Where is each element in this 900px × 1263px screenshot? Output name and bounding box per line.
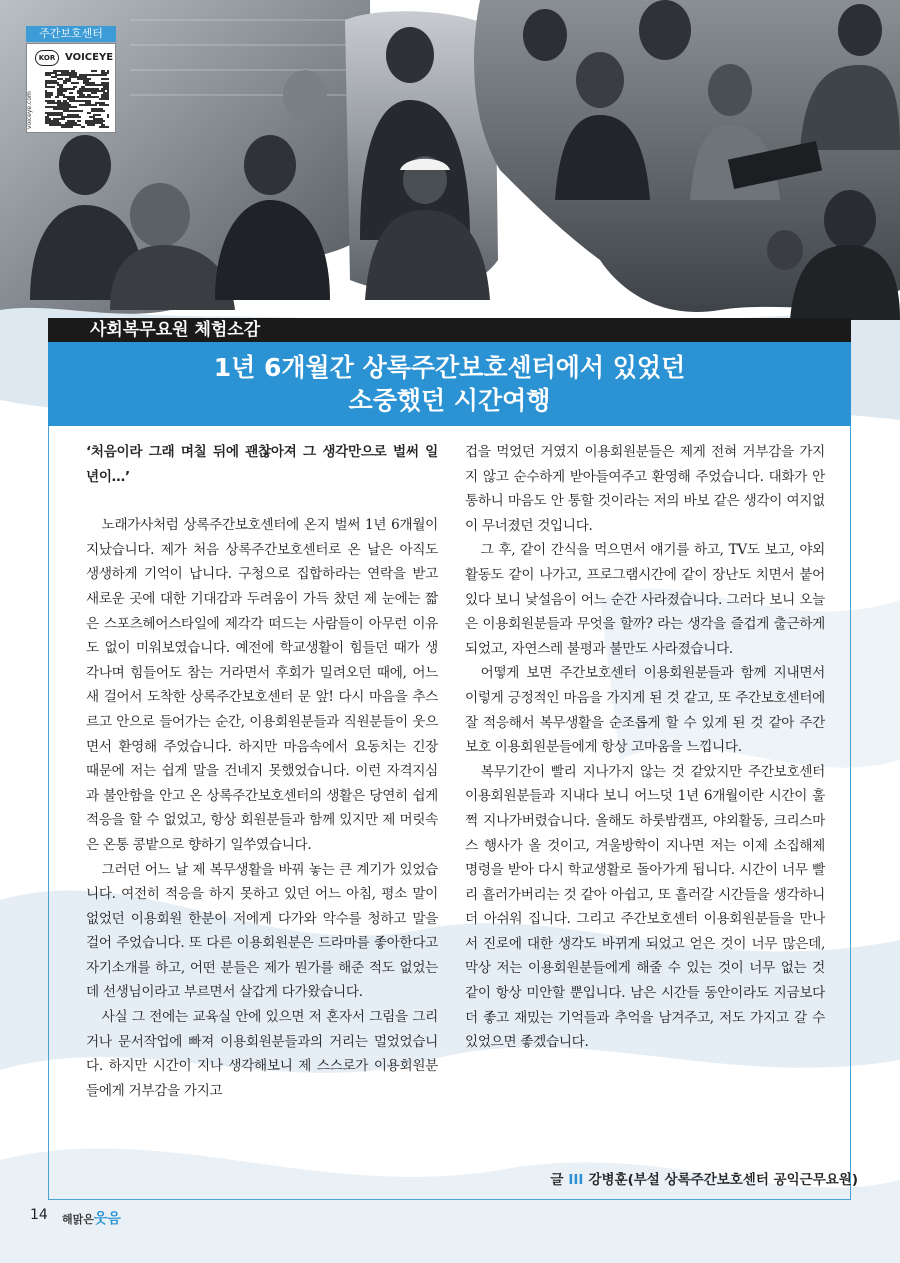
photo-collage <box>0 0 900 330</box>
page-number: 14 <box>30 1207 48 1223</box>
kor-badge: KOR <box>35 50 59 66</box>
voiceye-brand: VOICEYE <box>65 52 114 63</box>
logo-small-text: 해맑은 <box>62 1213 94 1226</box>
collage-graphic <box>0 0 900 330</box>
paragraph-1: 노래가사처럼 상록주간보호센터에 온지 벌써 1년 6개월이 지났습니다. 제가 처음 상록주간보호센터로 온 날은 아직도 생생하게 기억이 납니다. 구청으로 집합하라는 연락을 받고 새로운 곳에 대한 기대감과 두려움이 가득 찼던 제 눈에는 짧은 스포츠헤어스타일에 제각각 떠드는 사람들이 아무런 이유도 없이 미워보였습니다. 예전에 학교생활이 힘들던 때가 생각나며 힘들어도 참는 거라면서 후회가 밀려오던 때에, 어느새 걸어서 도착한 상록주간보호센터 문 앞! 다시 마음을 추스르고 안으로 들어가는 순간, 이용회원분들과 직원분들이 웃으면서 환영해 주었습니다. 하지만 마음속에서 요동치는 긴장 때문에 저는 쉽게 말을 건네지 못했었습니다. 이런 자격지심과 불안함을 안고 온 상록주간보호센터의 생활은 당연히 쉽게 적응을 할 수 없었고, 항상 회원분들과 함께 있지만 제 머릿속은 온통 콩밭으로 향하기 일쑤였습니다. <box>86 517 438 853</box>
section-kicker: 사회복무요원 체험소감 <box>48 318 851 342</box>
qr-pattern <box>45 70 109 128</box>
lead-quote: ‘처음이라 그래 며칠 뒤에 괜찮아져 그 생각만으로 벌써 일 년이…’ <box>86 444 438 485</box>
paragraph-3-start: 사실 그 전에는 교육실 안에 있으면 저 혼자서 그림을 그리거나 문서작업에 빠져 이용회원분들과의 거리는 멀었었습니다. 하지만 시간이 지나 생각해보니 제 스스로가 이용회원분들에게 거부감을 가지고 <box>86 1009 438 1099</box>
paragraph-2: 그러던 어느 날 제 복무생활을 바꿔 놓는 큰 계기가 있었습니다. 여전히 적응을 하지 못하고 있던 어느 아침, 평소 말이 없었던 이용회원 한분이 저에게 다가와 악수를 청하고 말을 걸어 주었습니다. 또 다른 이용회원분은 드라마를 좋아한다고 자기소개를 하고, 어떤 분들은 제가 뭔가를 해준 적도 없었는데 선생님이라고 부르면서 살갑게 다가왔습니다. <box>86 861 438 1001</box>
paragraph-6: 복무기간이 빨리 지나가지 않는 것 같았지만 주간보호센터 이용회원분들과 지내다 보니 어느덧 1년 6개월이란 시간이 훌쩍 지나가버렸습니다. 올해도 하룻밤캠프, 야외활동, 크리스마스 행사가 올 것이고, 겨울방학이 지나면 저는 이제 소집해제 명령을 받아 다시 학교생활로 돌아가게 됩니다. 시간이 너무 빨리 흘러가버리는 것 같아 아쉽고, 또 흘러갈 시간들을 생각하니 더 아쉬워 집니다. 그리고 주간보호센터 이용회원분들을 만나서 진로에 대한 생각도 바뀌게 되었고 얻은 것이 너무 많은데, 막상 저는 이용회원분들에게 해줄 수 있는 것이 너무 없는 것 같이 항상 미안할 뿐입니다. 남은 시간들 동안이라도 지금보다 더 좋고 재밌는 기억들과 추억을 남겨주고, 저도 가지고 갈 수 있었으면 좋겠습니다. <box>465 763 825 1051</box>
magazine-logo <box>62 1208 121 1228</box>
byline-prefix: 글 <box>550 1172 564 1188</box>
logo-big-text: 웃음 <box>93 1211 121 1227</box>
voiceye-qr-code[interactable] <box>26 43 116 133</box>
byline-author: 강병훈(부설 상록주간보호센터 공익근무요원) <box>588 1172 858 1188</box>
article-column-left <box>86 440 438 1103</box>
voiceye-site: voiceye.com <box>26 91 33 129</box>
title-line-1: 1년 6개월간 상록주간보호센터에서 있었던 <box>213 353 686 382</box>
paragraph-5: 어떻게 보면 주간보호센터 이용회원분들과 함께 지내면서 이렇게 긍정적인 마음을 가지게 된 것 같고, 또 주간보호센터에 잘 적응해서 복무생활을 순조롭게 할 수 있게 된 것 같아 주간보호 이용회원분들에게 항상 고마움을 느낍니다. <box>465 665 825 756</box>
paragraph-3-end: 겁을 먹었던 거였지 이용회원분들은 제게 전혀 거부감을 가지지 않고 순수하게 받아들여주고 환영해 주었습니다. 대화가 안 통하니 마음도 안 통할 것이라는 저의 바보 같은 생각이 여지없이 무너졌던 것입니다. <box>465 444 825 534</box>
section-tag: 주간보호센터 <box>26 26 116 42</box>
title-line-2: 소중했던 시간여행 <box>348 386 551 415</box>
article-title <box>48 342 851 426</box>
article-column-right <box>465 440 825 1055</box>
paragraph-4: 그 후, 같이 간식을 먹으면서 얘기를 하고, TV도 보고, 야외 활동도 같이 나가고, 프로그램시간에 같이 장난도 치면서 붙어 있다 보니 낯설음이 어느 순간 사라졌습니다. 그러다 보니 오늘은 이용회원분들과 무엇을 할까? 라는 생각을 즐겁게 출근하게 되었고, 자연스레 불평과 불만도 사라졌습니다. <box>465 542 825 657</box>
byline-separator: III <box>568 1172 584 1188</box>
byline <box>550 1168 858 1188</box>
